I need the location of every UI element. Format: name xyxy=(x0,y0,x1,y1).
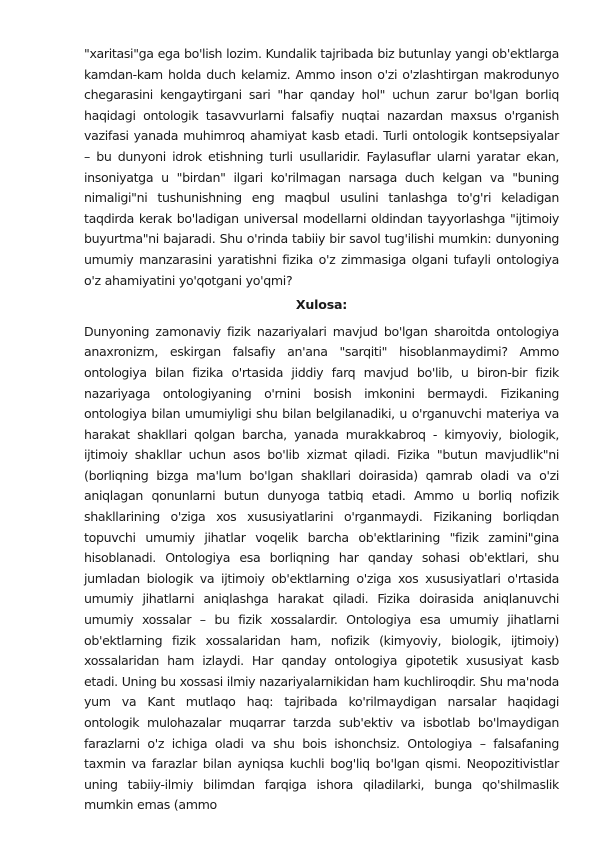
section-heading: Xulosa: xyxy=(295,297,348,313)
body-paragraph-1: "xaritasi"ga ega bo'lish lozim. Kundalik tajribada biz butunlay yangi ob'ektlarga kamdan-kam holda duch kelamiz. Ammo inson o'zi o'zlashtirgan makrodunyo chegarasini kengaytirgani sari "har qanday hol" uchun zarur bo'lgan borliq haqidagi ontologik tasavvurlarni falsafiy nuqtai nazardan maxsus o'rganish vazifasi yanada muhimroq ahamiyat kasb etadi. Turli ontologik kontsepsiyalar – bu dunyoni idrok etishning turli usullaridir. Faylasuflar ularni yaratar ekan, insoniyatga u "birdan" ilgari ko'rilmagan narsaga duch kelgan va "buning nimaligi"ni tushunishning eng maqbul usulini tanlashga to'g'ri keladigan taqdirda kerak bo'ladigan universal modellarni oldindan tayyorlashga "ijtimoiy buyurtma"ni bajaradi. Shu o'rinda tabiiy bir savol tug'ilishi mumkin: dunyoning umumiy manzarasini yaratishni fizika o'z zimmasiga olgani tufayli ontologiya o'z ahamiyatini yo'qotgani yo'qmi? xyxy=(84,46,559,288)
body-paragraph-2: Dunyoning zamonaviy fizik nazariyalari mavjud bo'lgan sharoitda ontologiya anaxronizm, eskirgan falsafiy an'ana "sarqiti" hisoblanmaydimi? Ammo ontologiya bilan fizika o'rtasida jiddiy farq mavjud bo'lib, u biron-bir fizik nazariyaga ontologiyaning o'rnini bosish imkonini bermaydi. Fizikaning ontologiya bilan umumiyligi shu bilan belgilanadiki, u o'rganuvchi materiya va harakat shakllari qolgan barcha, yanada murakkabroq - kimyoviy, biologik, ijtimoiy shakllar uchun asos bo'lib xizmat qiladi. Fizika "butun mavjudlik"ni (borliqning bizga ma'lum bo'lgan shakllari doirasida) qamrab oladi va o'zi aniqlagan qonunlarni butun dunyoga tatbiq etadi. Ammo u borliq nofizik shakllarining o'ziga xos xususiyatlarini o'rganmaydi. Fizikaning borliqdan topuvchi umumiy jihatlar voqelik barcha ob'ektlarining "fizik zamini"gina hisoblanadi. Ontologiya esa borliqning har qanday sohasi ob'ektlari, shu jumladan biologik va ijtimoiy ob'ektlarning o'ziga xos xususiyatlari o'rtasida umumiy jihatlarni aniqlashga harakat qiladi. Fizika doirasida aniqlanuvchi umumiy xossalar – bu fizik xossalardir. Ontologiya esa umumiy jihatlarni ob'ektlarning fizik xossalaridan ham, nofizik (kimyoviy, biologik, ijtimoiy) xossalaridan ham izlaydi. Har qanday ontologiya gipotetik xususiyat kasb etadi. Uning bu xossasi ilmiy nazariyalarnikidan ham kuchliroqdir. Shu ma'noda yum va Kant mutlaqo haq: tajribada ko'rilmaydigan narsalar haqidagi ontologik mulohazalar muqarrar tarzda sub'ektiv va isbotlab bo'lmaydigan farazlarni o'z ichiga oladi va shu bois ishonchsiz. Ontologiya – falsafaning taxmin va farazlar bilan ayniqsa kuchli bog'liq bo'lgan qismi. Neopozitivistlar uning tabiiy-ilmiy bilimdan farqiga ishora qiladilarki, bunga qo'shilmaslik mumkin emas (ammo xyxy=(84,323,559,813)
document-body xyxy=(84,44,559,816)
